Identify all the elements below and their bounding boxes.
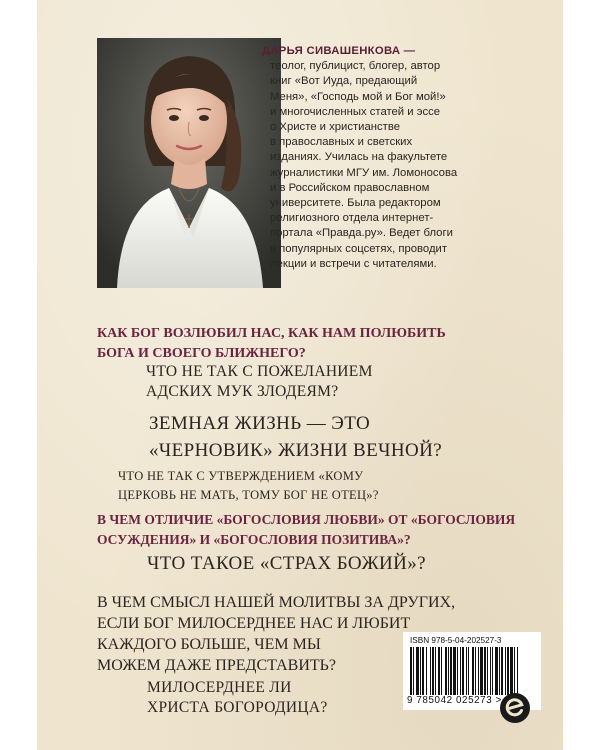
- book-back-cover: [37, 0, 563, 750]
- bio-line: Меня», «Господь мой и Бог мой!»: [270, 90, 446, 103]
- question-line: ЧТО НЕ ТАК С ПОЖЕЛАНИЕМ: [146, 363, 373, 380]
- bio-line: религиозного отдела интернет-: [270, 212, 434, 225]
- bio-line: в популярных соцсетях, проводит: [270, 242, 448, 255]
- bio-line: теолог, публицист, блогер, автор: [270, 60, 441, 73]
- question-line: ХРИСТА БОГОРОДИЦА?: [147, 699, 328, 716]
- question-line: ЧТО ТАКОЕ «СТРАХ БОЖИЙ»?: [147, 553, 426, 574]
- barcode-bars: [410, 647, 534, 695]
- isbn-label: ISBN 978-5-04-202527-3: [410, 636, 502, 645]
- author-name: ДАРЬЯ СИВАШЕНКОВА —: [262, 45, 416, 57]
- question-line: В ЧЕМ СМЫСЛ НАШЕЙ МОЛИТВЫ ЗА ДРУГИХ,: [97, 594, 456, 611]
- bio-line: и в Российском православном: [270, 181, 430, 194]
- bio-line: в православных и светских: [270, 136, 413, 149]
- question-line: ЕСЛИ БОГ МИЛОСЕРДНЕЕ НАС И ЛЮБИТ: [97, 615, 411, 632]
- bio-line: лекции и встречи с читателями.: [270, 257, 437, 270]
- question-line: ЗЕМНАЯ ЖИЗНЬ — ЭТО: [149, 413, 371, 434]
- bio-line: и многочисленных статей и эссе: [270, 105, 441, 118]
- author-bio: [262, 44, 532, 272]
- question-line: КАК БОГ ВОЗЛЮБИЛ НАС, КАК НАМ ПОЛЮБИТЬ: [97, 326, 446, 341]
- bio-line: журналистики МГУ им. Ломоносова: [270, 166, 458, 179]
- bio-line: о Христе и христианстве: [270, 121, 400, 134]
- bio-line: книг «Вот Иуда, предающий: [270, 75, 418, 88]
- question-line: «ЧЕРНОВИК» ЖИЗНИ ВЕЧНОЙ?: [149, 440, 443, 461]
- question-line: БОГА И СВОЕГО БЛИЖНЕГО?: [97, 346, 306, 361]
- bio-line: университете. Была редактором: [270, 197, 441, 210]
- question-earthly-life: [149, 410, 442, 464]
- question-line: АДСКИХ МУК ЗЛОДЕЯМ?: [146, 383, 339, 400]
- question-line: ЦЕРКОВЬ НЕ МАТЬ, ТОМУ БОГ НЕ ОТЕЦ»?: [118, 488, 379, 502]
- bio-line: портала «Правда.ру». Ведет блоги: [270, 227, 453, 240]
- bio-line: изданиях. Училась на факультете: [270, 151, 448, 164]
- question-prayer-for-others: [97, 592, 455, 676]
- question-love-of-god: [97, 324, 446, 364]
- question-fear-of-god: [147, 551, 426, 577]
- question-line: МОЖЕМ ДАЖЕ ПРЕДСТАВИТЬ?: [97, 657, 336, 674]
- question-theologies: [97, 510, 515, 550]
- question-line: В ЧЕМ ОТЛИЧИЕ «БОГОСЛОВИЯ ЛЮБВИ» ОТ «БОГОСЛОВИЯ: [97, 512, 516, 527]
- question-line: ЧТО НЕ ТАК С УТВЕРЖДЕНИЕМ «КОМУ: [118, 469, 364, 483]
- question-line: КАЖДОГО БОЛЬШЕ, ЧЕМ МЫ: [97, 636, 321, 653]
- author-photo: [97, 38, 281, 288]
- question-line: МИЛОСЕРДНЕЕ ЛИ: [147, 679, 292, 696]
- question-line: ОСУЖДЕНИЯ» И «БОГОСЛОВИЯ ПОЗИТИВА»?: [97, 532, 411, 547]
- publisher-e-logo-icon: [499, 692, 531, 724]
- question-wishing-torment: [146, 362, 373, 402]
- author-portrait-image: [97, 38, 281, 288]
- question-theotokos: [147, 678, 328, 718]
- barcode-digits: 9 785042 025273 >: [407, 695, 502, 706]
- question-church-mother: [118, 467, 379, 505]
